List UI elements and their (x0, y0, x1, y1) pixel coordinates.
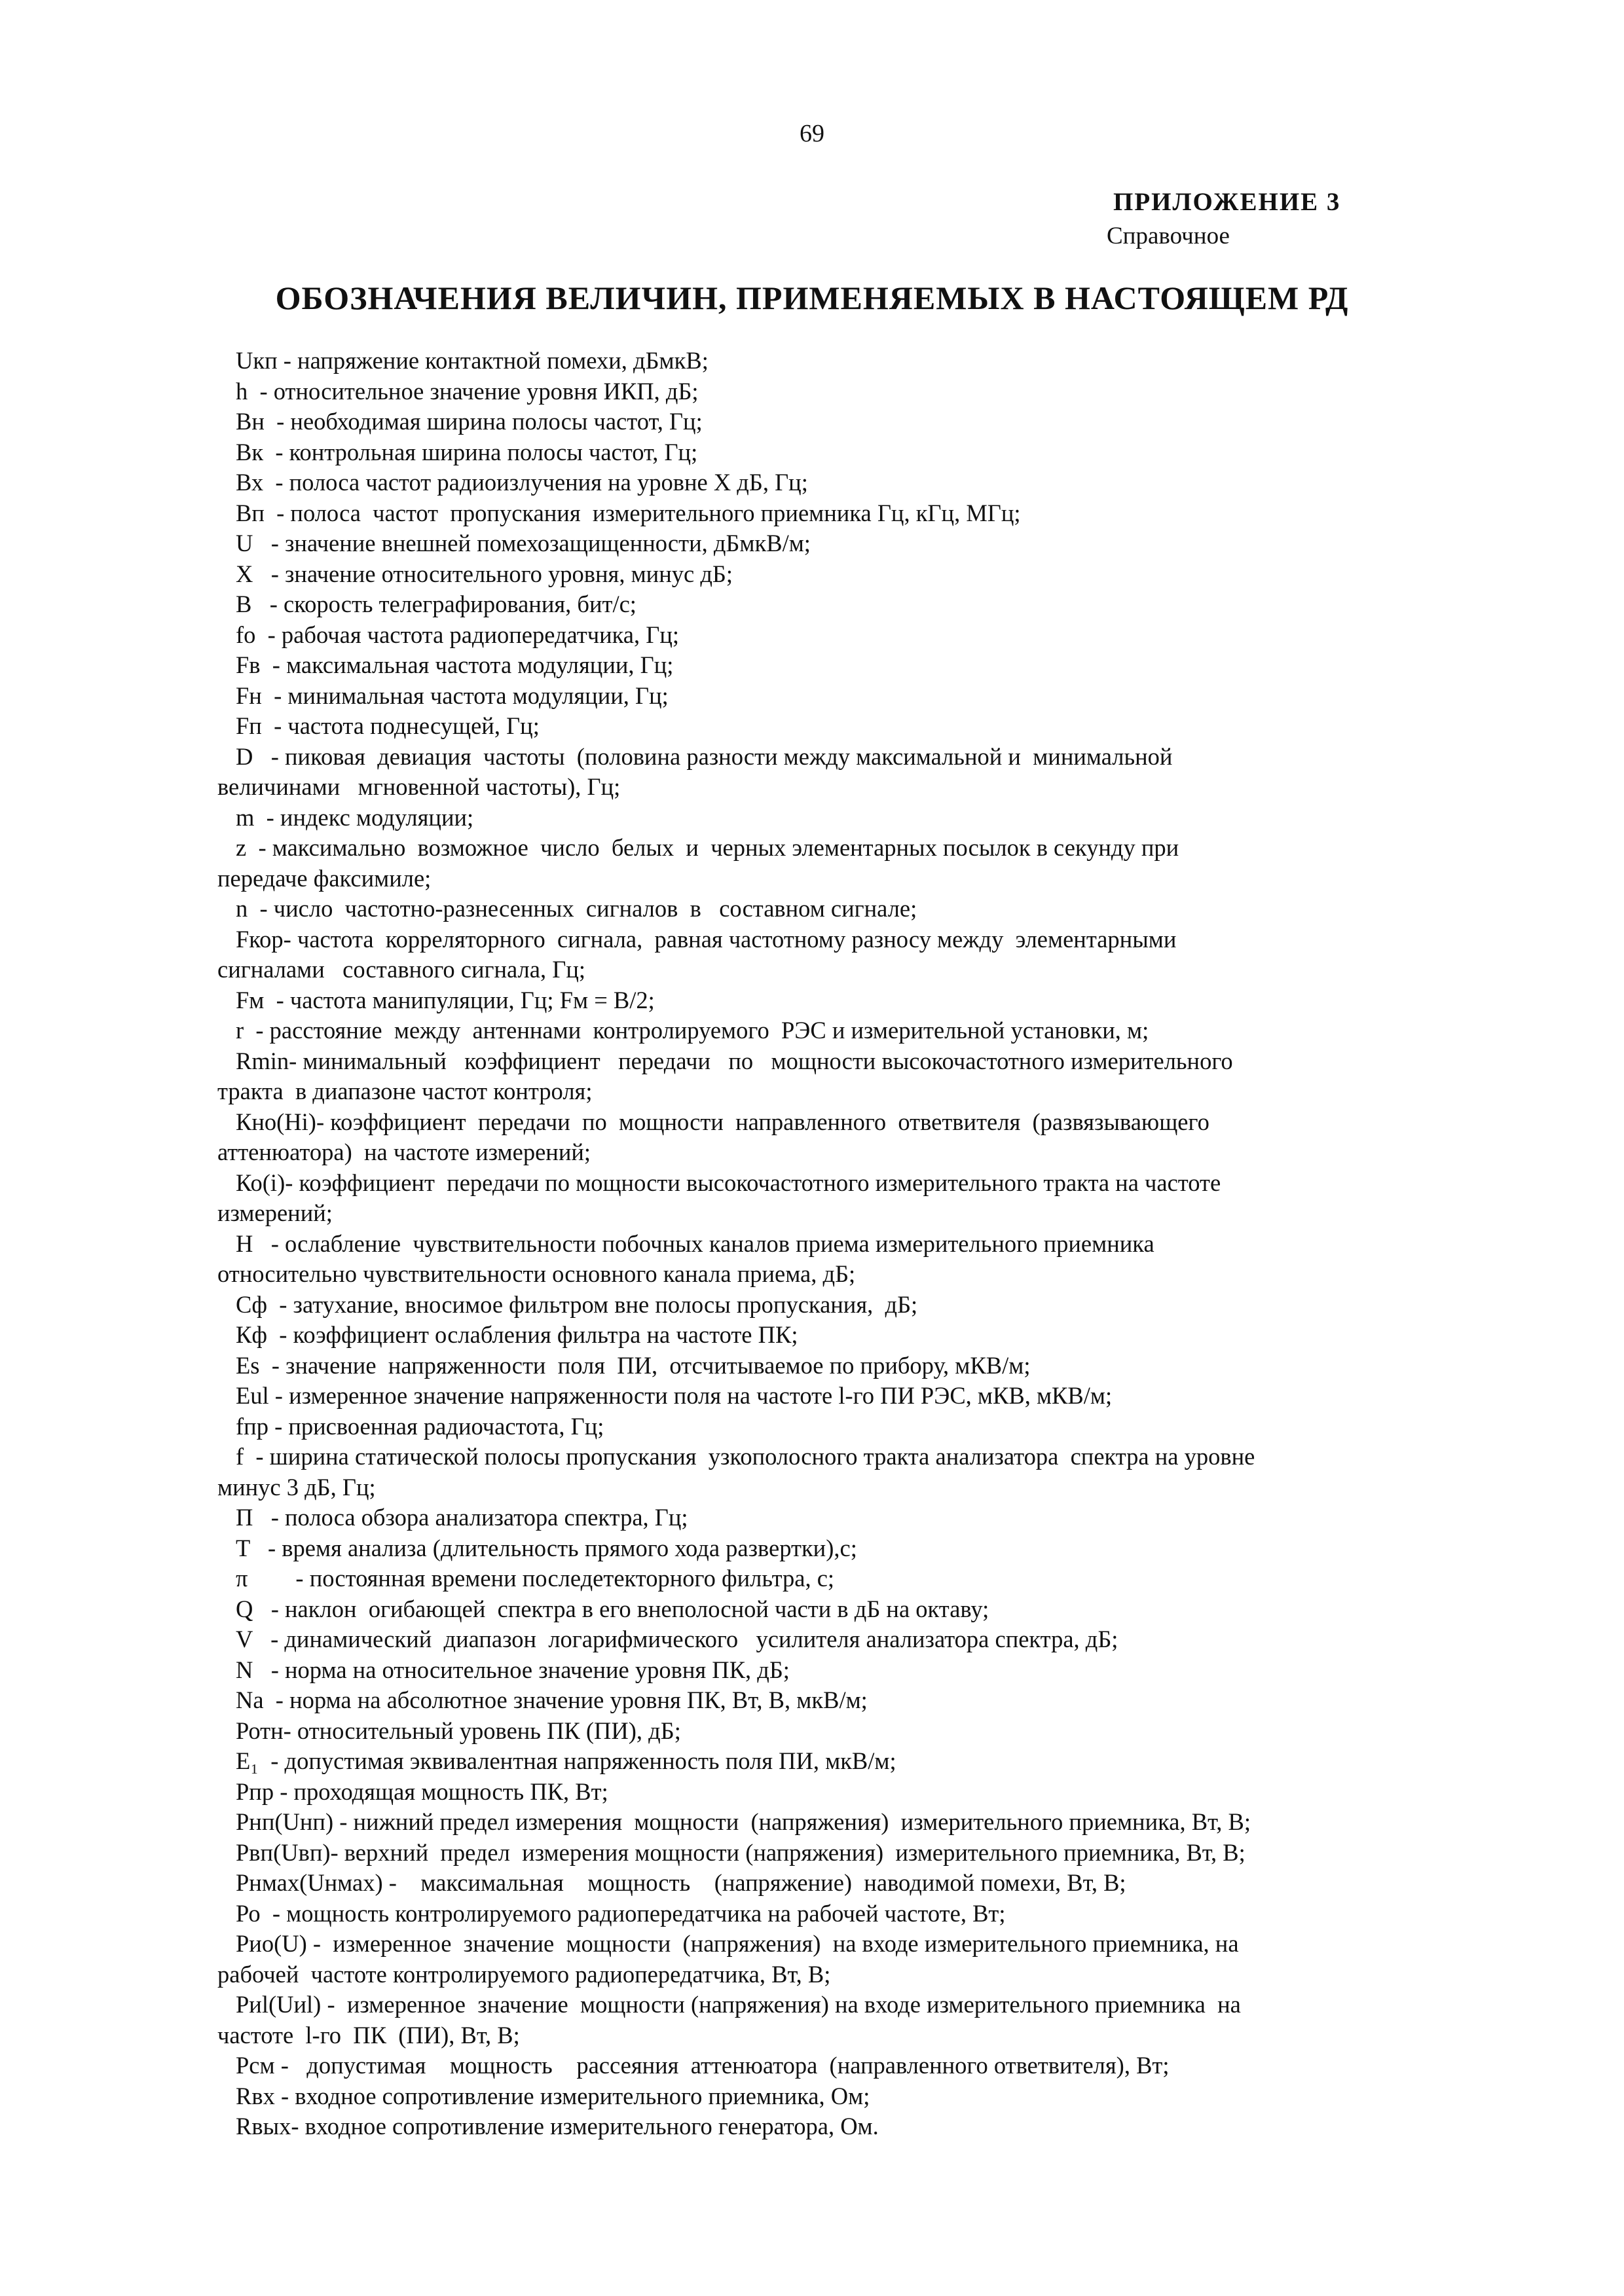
symbol-entry-text: N - норма на относительное значение уровня ПК, дБ; (236, 1656, 790, 1683)
symbol-entry-text: Fн - минимальная частота модуляции, Гц; (236, 682, 669, 709)
symbol-entry (236, 498, 1434, 529)
symbol-entry-text: Рио(U) - измеренное значение мощности (напряжения) на входе измерительного приемника, на (236, 1930, 1239, 1957)
symbol-entry-text: X - значение относительного уровня, минус дБ; (236, 560, 733, 587)
symbol-entry-continuation: измерений; (217, 1199, 333, 1226)
symbol-entry-text: Кф - коэффициент ослабления фильтра на частоте ПК; (236, 1321, 798, 1348)
symbol-entry-continuation: величинами мгновенной частоты), Гц; (217, 773, 621, 800)
symbol-entry (236, 407, 1434, 437)
symbol-entry (236, 1290, 1434, 1321)
symbol-entry-text: E₁ - допустимая эквивалентная напряженность поля ПИ, мкВ/м; (236, 1747, 896, 1774)
symbol-entry-text: Fм - частота манипуляции, Гц; Fм = В/2; (236, 986, 655, 1013)
symbol-entry-text: h - относительное значение уровня ИКП, дБ; (236, 377, 699, 405)
symbol-entry-text: Рнп(Uнп) - нижний предел измерения мощности (напряжения) измерительного приемника, Вт, В; (236, 1808, 1251, 1835)
symbol-entry-text: Fп - частота поднесущей, Гц; (236, 712, 540, 739)
symbol-entry-continuation: сигналами составного сигнала, Гц; (217, 956, 585, 983)
symbol-entry-text: Fв - максимальная частота модуляции, Гц; (236, 651, 674, 678)
symbol-entry-text: Na - норма на абсолютное значение уровня ПК, Вт, В, мкВ/м; (236, 1686, 868, 1713)
appendix-type: Справочное (1107, 223, 1230, 249)
symbol-entry-text: H - ослабление чувствительности побочных каналов приема измерительного приемника (236, 1230, 1154, 1257)
symbol-entry-text: π - постоянная времени последетекторного фильтра, с; (236, 1565, 835, 1592)
symbol-entry-continuation: передаче факсимиле; (217, 864, 432, 892)
symbol-entry-text: Вк - контрольная ширина полосы частот, Гц; (236, 438, 698, 465)
symbol-entry (236, 1533, 1434, 1564)
symbol-entry (236, 559, 1434, 590)
symbol-entry-text: V - динамический диапазон логарифмического усилителя анализатора спектра, дБ; (236, 1626, 1118, 1652)
symbol-entry (236, 1899, 1434, 1929)
symbol-entry-text: T - время анализа (длительность прямого хода развертки),с; (236, 1534, 857, 1561)
symbol-entry-text: Fкор- частота корреляторного сигнала, равная частотному разносу между элементарными (236, 925, 1177, 953)
symbol-entry-text: fпр - присвоенная радиочастота, Гц; (236, 1412, 604, 1440)
symbol-entry (217, 924, 1434, 985)
symbol-entry (236, 467, 1434, 498)
symbol-entry-text: Вх - полоса частот радиоизлучения на уровне X дБ, Гц; (236, 469, 808, 496)
symbol-entry-text: Рнмах(Uнмах) - максимальная мощность (напряжение) наводимой помехи, Вт, В; (236, 1869, 1126, 1896)
symbol-entry (236, 1868, 1434, 1899)
symbol-entry-text: f - ширина статической полосы пропускания узкополосного тракта анализатора спектра на уровне (236, 1443, 1255, 1470)
symbol-entry-text: z - максимально возможное число белых и черных элементарных посылок в секунду при (236, 834, 1179, 861)
symbol-entry-text: Ро - мощность контролируемого радиопередатчика на рабочей частоте, Вт; (236, 1899, 1006, 1927)
symbol-entry-text: Рвп(Uвп)- верхний предел измерения мощности (напряжения) измерительного приемника, Вт, В; (236, 1838, 1246, 1866)
symbol-entry-text: Ротн- относительный уровень ПК (ПИ), дБ; (236, 1717, 681, 1744)
symbol-entry-text: Rmin- минимальный коэффициент передачи по мощности высокочастотного измерительного (236, 1047, 1233, 1074)
symbol-entry-text: Кно(Нi)- коэффициент передачи по мощности направленного ответвителя (развязывающего (236, 1108, 1209, 1135)
symbol-entry (236, 2111, 1434, 2142)
symbol-entry (236, 1807, 1434, 1838)
symbol-entry-text: Вн - необходимая ширина полосы частот, Гц; (236, 408, 703, 435)
symbol-entry (217, 1229, 1434, 1290)
symbol-entry-continuation: относительно чувствительности основного канала приема, дБ; (217, 1260, 856, 1287)
symbol-entry-continuation: минус 3 дБ, Гц; (217, 1473, 376, 1501)
symbol-entry (236, 437, 1434, 468)
symbol-entry (236, 528, 1434, 559)
symbol-entry-text: Rвх - входное сопротивление измерительного приемника, Ом; (236, 2082, 870, 2109)
symbol-entry (217, 1046, 1434, 1107)
symbol-entry (236, 894, 1434, 924)
symbol-entry (217, 1107, 1434, 1168)
symbol-entry (236, 711, 1434, 742)
symbol-entry (236, 1320, 1434, 1351)
symbol-entry (217, 1990, 1434, 2050)
symbol-entry (236, 1015, 1434, 1046)
symbol-entry (236, 376, 1434, 407)
symbol-entry (236, 2050, 1434, 2081)
symbol-entry-text: Rвых- входное сопротивление измерительного генератора, Ом. (236, 2113, 879, 2140)
symbol-entry (217, 742, 1434, 803)
page-title: ОБОЗНАЧЕНИЯ ВЕЛИЧИН, ПРИМЕНЯЕМЫХ В НАСТОЯЩЕМ РД (275, 280, 1349, 316)
symbol-entry-text: B - скорость телеграфирования, бит/с; (236, 591, 637, 617)
symbol-entry-text: Рпр - проходящая мощность ПК, Вт; (236, 1777, 608, 1805)
page-number: 69 (800, 120, 824, 147)
symbol-entry-text: Q - наклон огибающей спектра в его внеполосной части в дБ на октаву; (236, 1595, 989, 1622)
symbol-list (217, 346, 1434, 2142)
symbol-entry-text: Вп - полоса частот пропускания измерительного приемника Гц, кГц, МГц; (236, 499, 1021, 526)
symbol-entry-text: Сф - затухание, вносимое фильтром вне полосы пропускания, дБ; (236, 1290, 918, 1318)
symbol-entry-text: П - полоса обзора анализатора спектра, Гц; (236, 1504, 688, 1531)
symbol-entry-continuation: тракта в диапазоне частот контроля; (217, 1078, 593, 1104)
symbol-entry-text: Uкп - напряжение контактной помехи, дБмкВ; (236, 347, 709, 374)
symbol-entry-text: D - пиковая девиация частоты (половина разности между максимальной и минимальной (236, 742, 1173, 770)
symbol-entry (236, 2081, 1434, 2112)
symbol-entry (236, 1777, 1434, 1808)
symbol-entry-text: fo - рабочая частота радиопередатчика, Гц; (236, 621, 680, 648)
symbol-entry-text: Ко(i)- коэффициент передачи по мощности высокочастотного измерительного тракта на частоте (236, 1169, 1221, 1196)
symbol-entry (217, 833, 1434, 894)
symbol-entry (236, 346, 1434, 376)
symbol-entry (236, 1685, 1434, 1716)
symbol-entry (236, 985, 1434, 1016)
symbol-entry (236, 1594, 1434, 1625)
symbol-entry-text: Риl(Uиl) - измеренное значение мощности (напряжения) на входе измерительного приемника на (236, 1991, 1241, 2018)
symbol-entry (236, 1838, 1434, 1868)
symbol-entry-continuation: рабочей частоте контролируемого радиопередатчика, Вт, В; (217, 1960, 831, 1988)
symbol-entry-text: U - значение внешней помехозащищенности, дБмкВ/м; (236, 530, 811, 556)
symbol-entry (236, 1716, 1434, 1747)
symbol-entry-continuation: частоте l-го ПК (ПИ), Вт, В; (217, 2021, 520, 2049)
symbol-entry (236, 1655, 1434, 1686)
symbol-entry-text: Рсм - допустимая мощность рассеяния аттенюатора (направленного ответвителя), Вт; (236, 2052, 1170, 2079)
symbol-entry (236, 650, 1434, 681)
symbol-entry (236, 620, 1434, 651)
symbol-entry-text: Eul - измеренное значение напряженности поля на частоте l-го ПИ РЭС, мКВ, мКВ/м; (236, 1382, 1113, 1409)
symbol-entry (236, 589, 1434, 620)
appendix-header (1107, 185, 1341, 253)
symbol-entry (217, 1929, 1434, 1990)
symbol-entry (236, 1563, 1434, 1594)
symbol-entry-text: Es - значение напряженности поля ПИ, отсчитываемое по прибору, мКВ/м; (236, 1351, 1031, 1379)
symbol-entry-continuation: аттенюатора) на частоте измерений; (217, 1139, 591, 1165)
symbol-entry (236, 1381, 1434, 1412)
symbol-entry (236, 1503, 1434, 1533)
symbol-entry-text: n - число частотно-разнесенных сигналов в составном сигнале; (236, 895, 917, 922)
appendix-label: ПРИЛОЖЕНИЕ 3 (1113, 188, 1341, 216)
symbol-entry (236, 1746, 1434, 1777)
symbol-entry-text: r - расстояние между антеннами контролируемого РЭС и измерительной установки, м; (236, 1017, 1149, 1044)
symbol-entry-text: m - индекс модуляции; (236, 803, 474, 831)
symbol-entry (217, 1168, 1434, 1229)
symbol-entry (236, 1351, 1434, 1381)
symbol-entry (236, 1412, 1434, 1442)
symbol-entry (236, 681, 1434, 712)
symbol-entry (236, 803, 1434, 833)
symbol-entry (217, 1442, 1434, 1503)
symbol-entry (236, 1624, 1434, 1655)
